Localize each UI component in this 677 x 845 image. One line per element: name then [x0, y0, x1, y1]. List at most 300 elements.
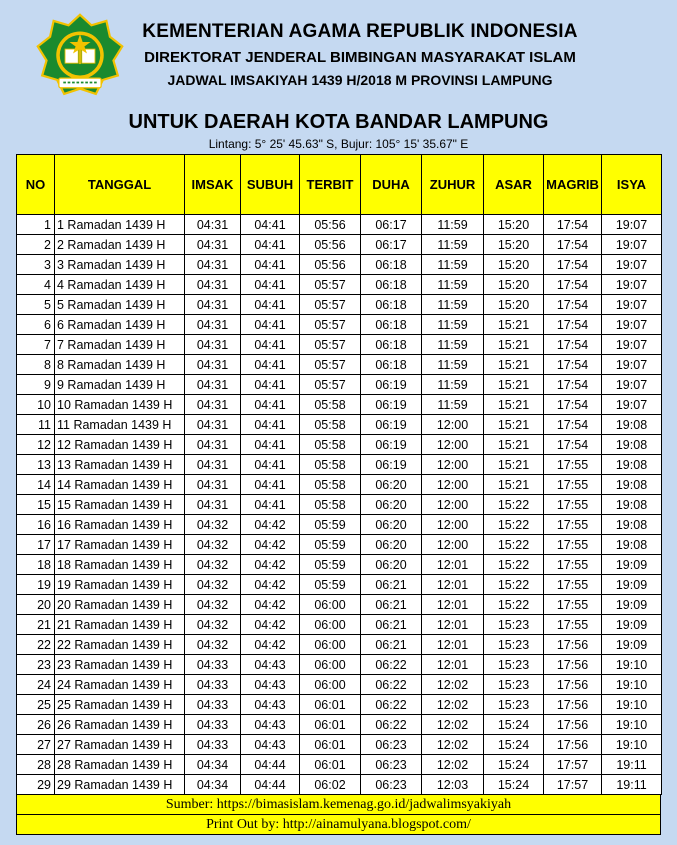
cell-magrib: 17:55: [544, 595, 602, 615]
cell-tanggal: 26 Ramadan 1439 H: [55, 715, 185, 735]
cell-no: 15: [17, 495, 55, 515]
cell-zuhur: 12:01: [422, 575, 484, 595]
cell-duha: 06:21: [361, 595, 422, 615]
cell-tanggal: 4 Ramadan 1439 H: [55, 275, 185, 295]
cell-tanggal: 25 Ramadan 1439 H: [55, 695, 185, 715]
cell-asar: 15:24: [484, 755, 544, 775]
cell-terbit: 06:01: [300, 695, 361, 715]
cell-duha: 06:20: [361, 535, 422, 555]
cell-asar: 15:22: [484, 575, 544, 595]
cell-asar: 15:21: [484, 395, 544, 415]
cell-duha: 06:21: [361, 615, 422, 635]
cell-magrib: 17:55: [544, 475, 602, 495]
cell-no: 22: [17, 635, 55, 655]
cell-no: 5: [17, 295, 55, 315]
cell-zuhur: 12:00: [422, 455, 484, 475]
cell-terbit: 06:00: [300, 655, 361, 675]
cell-isya: 19:10: [602, 735, 662, 755]
cell-duha: 06:21: [361, 575, 422, 595]
cell-subuh: 04:41: [241, 475, 300, 495]
cell-zuhur: 12:02: [422, 675, 484, 695]
table-row: [17, 375, 662, 395]
cell-tanggal: 19 Ramadan 1439 H: [55, 575, 185, 595]
cell-terbit: 05:58: [300, 495, 361, 515]
cell-imsak: 04:32: [185, 575, 241, 595]
cell-duha: 06:19: [361, 375, 422, 395]
cell-magrib: 17:55: [544, 615, 602, 635]
cell-magrib: 17:54: [544, 395, 602, 415]
cell-duha: 06:23: [361, 735, 422, 755]
cell-duha: 06:20: [361, 475, 422, 495]
cell-imsak: 04:31: [185, 435, 241, 455]
cell-isya: 19:07: [602, 275, 662, 295]
table-row: [17, 595, 662, 615]
cell-duha: 06:18: [361, 355, 422, 375]
table-row: [17, 395, 662, 415]
cell-zuhur: 11:59: [422, 215, 484, 235]
cell-duha: 06:22: [361, 695, 422, 715]
cell-magrib: 17:54: [544, 335, 602, 355]
table-row: [17, 755, 662, 775]
cell-no: 20: [17, 595, 55, 615]
cell-magrib: 17:54: [544, 255, 602, 275]
cell-asar: 15:21: [484, 375, 544, 395]
cell-magrib: 17:56: [544, 735, 602, 755]
cell-no: 3: [17, 255, 55, 275]
cell-zuhur: 11:59: [422, 375, 484, 395]
cell-imsak: 04:32: [185, 615, 241, 635]
cell-tanggal: 14 Ramadan 1439 H: [55, 475, 185, 495]
cell-tanggal: 8 Ramadan 1439 H: [55, 355, 185, 375]
table-row: [17, 635, 662, 655]
cell-asar: 15:21: [484, 355, 544, 375]
cell-terbit: 06:00: [300, 635, 361, 655]
table-row: [17, 575, 662, 595]
cell-isya: 19:09: [602, 575, 662, 595]
cell-terbit: 05:56: [300, 235, 361, 255]
cell-no: 6: [17, 315, 55, 335]
table-row: [17, 355, 662, 375]
cell-subuh: 04:43: [241, 715, 300, 735]
cell-imsak: 04:34: [185, 755, 241, 775]
printout-footer: Print Out by: http://ainamulyana.blogspot.com/: [16, 814, 661, 835]
cell-asar: 15:21: [484, 435, 544, 455]
cell-tanggal: 21 Ramadan 1439 H: [55, 615, 185, 635]
cell-asar: 15:20: [484, 275, 544, 295]
cell-no: 18: [17, 555, 55, 575]
cell-terbit: 05:59: [300, 515, 361, 535]
cell-isya: 19:08: [602, 415, 662, 435]
cell-subuh: 04:42: [241, 595, 300, 615]
cell-magrib: 17:55: [544, 555, 602, 575]
cell-asar: 15:23: [484, 615, 544, 635]
cell-imsak: 04:31: [185, 395, 241, 415]
cell-zuhur: 12:03: [422, 775, 484, 795]
cell-imsak: 04:33: [185, 735, 241, 755]
cell-no: 21: [17, 615, 55, 635]
cell-terbit: 05:57: [300, 315, 361, 335]
cell-no: 23: [17, 655, 55, 675]
cell-asar: 15:20: [484, 255, 544, 275]
cell-zuhur: 11:59: [422, 355, 484, 375]
cell-no: 7: [17, 335, 55, 355]
cell-imsak: 04:31: [185, 315, 241, 335]
column-header-duha: DUHA: [361, 155, 422, 215]
cell-zuhur: 11:59: [422, 295, 484, 315]
column-header-asar: ASAR: [484, 155, 544, 215]
cell-duha: 06:22: [361, 675, 422, 695]
table-row: [17, 415, 662, 435]
cell-duha: 06:18: [361, 335, 422, 355]
cell-no: 25: [17, 695, 55, 715]
cell-terbit: 05:59: [300, 555, 361, 575]
cell-tanggal: 15 Ramadan 1439 H: [55, 495, 185, 515]
column-header-subuh: SUBUH: [241, 155, 300, 215]
cell-imsak: 04:32: [185, 635, 241, 655]
cell-zuhur: 12:02: [422, 755, 484, 775]
cell-magrib: 17:56: [544, 715, 602, 735]
cell-tanggal: 29 Ramadan 1439 H: [55, 775, 185, 795]
cell-asar: 15:22: [484, 535, 544, 555]
cell-no: 4: [17, 275, 55, 295]
cell-subuh: 04:42: [241, 635, 300, 655]
cell-subuh: 04:41: [241, 215, 300, 235]
cell-terbit: 05:56: [300, 255, 361, 275]
cell-terbit: 05:58: [300, 435, 361, 455]
table-row: [17, 515, 662, 535]
cell-isya: 19:07: [602, 235, 662, 255]
column-header-zuhur: ZUHUR: [422, 155, 484, 215]
cell-tanggal: 27 Ramadan 1439 H: [55, 735, 185, 755]
table-body: [17, 215, 662, 795]
cell-zuhur: 12:01: [422, 615, 484, 635]
cell-subuh: 04:41: [241, 455, 300, 475]
cell-zuhur: 12:00: [422, 515, 484, 535]
cell-terbit: 05:58: [300, 475, 361, 495]
table-row: [17, 535, 662, 555]
cell-no: 26: [17, 715, 55, 735]
cell-terbit: 06:00: [300, 615, 361, 635]
cell-zuhur: 12:01: [422, 595, 484, 615]
cell-isya: 19:09: [602, 615, 662, 635]
cell-zuhur: 12:02: [422, 695, 484, 715]
cell-duha: 06:20: [361, 515, 422, 535]
cell-imsak: 04:33: [185, 655, 241, 675]
cell-zuhur: 12:02: [422, 715, 484, 735]
cell-imsak: 04:33: [185, 675, 241, 695]
source-footer: Sumber: https://bimasislam.kemenag.go.id/jadwalimsyakiyah: [16, 794, 661, 815]
cell-duha: 06:18: [361, 295, 422, 315]
cell-asar: 15:22: [484, 515, 544, 535]
cell-zuhur: 12:00: [422, 535, 484, 555]
cell-tanggal: 17 Ramadan 1439 H: [55, 535, 185, 555]
table-row: [17, 695, 662, 715]
cell-imsak: 04:31: [185, 295, 241, 315]
cell-subuh: 04:41: [241, 315, 300, 335]
cell-subuh: 04:43: [241, 655, 300, 675]
cell-tanggal: 22 Ramadan 1439 H: [55, 635, 185, 655]
cell-isya: 19:08: [602, 495, 662, 515]
cell-imsak: 04:31: [185, 475, 241, 495]
cell-tanggal: 10 Ramadan 1439 H: [55, 395, 185, 415]
cell-magrib: 17:54: [544, 435, 602, 455]
cell-imsak: 04:32: [185, 555, 241, 575]
cell-imsak: 04:34: [185, 775, 241, 795]
cell-zuhur: 12:00: [422, 495, 484, 515]
cell-subuh: 04:41: [241, 395, 300, 415]
cell-subuh: 04:44: [241, 755, 300, 775]
cell-zuhur: 11:59: [422, 275, 484, 295]
cell-magrib: 17:56: [544, 675, 602, 695]
table-row: [17, 235, 662, 255]
cell-terbit: 05:59: [300, 575, 361, 595]
cell-isya: 19:08: [602, 515, 662, 535]
cell-isya: 19:11: [602, 775, 662, 795]
table-row: [17, 655, 662, 675]
cell-tanggal: 18 Ramadan 1439 H: [55, 555, 185, 575]
cell-terbit: 06:02: [300, 775, 361, 795]
table-row: [17, 255, 662, 275]
cell-tanggal: 12 Ramadan 1439 H: [55, 435, 185, 455]
cell-duha: 06:18: [361, 275, 422, 295]
cell-tanggal: 24 Ramadan 1439 H: [55, 675, 185, 695]
cell-subuh: 04:42: [241, 555, 300, 575]
cell-asar: 15:23: [484, 675, 544, 695]
cell-asar: 15:20: [484, 215, 544, 235]
cell-duha: 06:19: [361, 435, 422, 455]
cell-no: 16: [17, 515, 55, 535]
cell-subuh: 04:42: [241, 535, 300, 555]
imsakiyah-table: [16, 154, 662, 795]
cell-tanggal: 5 Ramadan 1439 H: [55, 295, 185, 315]
cell-asar: 15:24: [484, 715, 544, 735]
cell-zuhur: 11:59: [422, 315, 484, 335]
cell-terbit: 05:59: [300, 535, 361, 555]
cell-imsak: 04:32: [185, 595, 241, 615]
cell-terbit: 05:57: [300, 375, 361, 395]
cell-no: 13: [17, 455, 55, 475]
cell-no: 28: [17, 755, 55, 775]
cell-asar: 15:22: [484, 555, 544, 575]
column-header-no: NO: [17, 155, 55, 215]
cell-isya: 19:07: [602, 255, 662, 275]
cell-no: 2: [17, 235, 55, 255]
cell-imsak: 04:31: [185, 415, 241, 435]
cell-subuh: 04:41: [241, 255, 300, 275]
cell-tanggal: 23 Ramadan 1439 H: [55, 655, 185, 675]
kementerian-agama-logo-icon: [36, 13, 124, 101]
table-row: [17, 715, 662, 735]
cell-asar: 15:20: [484, 235, 544, 255]
cell-zuhur: 12:00: [422, 435, 484, 455]
cell-magrib: 17:54: [544, 235, 602, 255]
cell-magrib: 17:55: [544, 575, 602, 595]
cell-subuh: 04:41: [241, 355, 300, 375]
cell-magrib: 17:56: [544, 655, 602, 675]
table-row: [17, 675, 662, 695]
cell-subuh: 04:42: [241, 575, 300, 595]
cell-subuh: 04:43: [241, 735, 300, 755]
cell-duha: 06:23: [361, 775, 422, 795]
cell-asar: 15:21: [484, 475, 544, 495]
cell-tanggal: 3 Ramadan 1439 H: [55, 255, 185, 275]
cell-tanggal: 1 Ramadan 1439 H: [55, 215, 185, 235]
cell-imsak: 04:32: [185, 515, 241, 535]
cell-isya: 19:08: [602, 435, 662, 455]
cell-isya: 19:09: [602, 555, 662, 575]
cell-terbit: 05:58: [300, 395, 361, 415]
cell-isya: 19:07: [602, 335, 662, 355]
cell-tanggal: 11 Ramadan 1439 H: [55, 415, 185, 435]
cell-duha: 06:19: [361, 455, 422, 475]
cell-imsak: 04:31: [185, 335, 241, 355]
cell-magrib: 17:54: [544, 275, 602, 295]
cell-magrib: 17:57: [544, 775, 602, 795]
cell-isya: 19:11: [602, 755, 662, 775]
cell-isya: 19:08: [602, 475, 662, 495]
column-header-isya: ISYA: [602, 155, 662, 215]
cell-no: 11: [17, 415, 55, 435]
region-heading: UNTUK DAERAH KOTA BANDAR LAMPUNG: [128, 111, 549, 133]
cell-duha: 06:21: [361, 635, 422, 655]
cell-subuh: 04:42: [241, 615, 300, 635]
cell-tanggal: 28 Ramadan 1439 H: [55, 755, 185, 775]
cell-imsak: 04:31: [185, 235, 241, 255]
cell-isya: 19:10: [602, 715, 662, 735]
cell-no: 14: [17, 475, 55, 495]
cell-zuhur: 11:59: [422, 235, 484, 255]
cell-asar: 15:24: [484, 775, 544, 795]
cell-terbit: 05:58: [300, 415, 361, 435]
cell-imsak: 04:31: [185, 355, 241, 375]
cell-no: 17: [17, 535, 55, 555]
cell-zuhur: 12:00: [422, 475, 484, 495]
cell-no: 27: [17, 735, 55, 755]
table-row: [17, 615, 662, 635]
table-row: [17, 275, 662, 295]
cell-imsak: 04:31: [185, 455, 241, 475]
schedule-title: JADWAL IMSAKIYAH 1439 H/2018 M PROVINSI LAMPUNG: [167, 72, 553, 88]
cell-no: 9: [17, 375, 55, 395]
table-row: [17, 295, 662, 315]
cell-terbit: 05:57: [300, 355, 361, 375]
cell-subuh: 04:41: [241, 435, 300, 455]
cell-tanggal: 9 Ramadan 1439 H: [55, 375, 185, 395]
cell-asar: 15:20: [484, 295, 544, 315]
cell-terbit: 06:00: [300, 675, 361, 695]
cell-magrib: 17:56: [544, 635, 602, 655]
cell-subuh: 04:41: [241, 275, 300, 295]
cell-tanggal: 2 Ramadan 1439 H: [55, 235, 185, 255]
cell-zuhur: 12:02: [422, 735, 484, 755]
cell-subuh: 04:44: [241, 775, 300, 795]
cell-magrib: 17:54: [544, 415, 602, 435]
cell-imsak: 04:33: [185, 715, 241, 735]
cell-isya: 19:07: [602, 215, 662, 235]
cell-duha: 06:22: [361, 655, 422, 675]
cell-subuh: 04:41: [241, 335, 300, 355]
cell-duha: 06:19: [361, 415, 422, 435]
cell-isya: 19:09: [602, 595, 662, 615]
cell-isya: 19:07: [602, 315, 662, 335]
cell-asar: 15:23: [484, 635, 544, 655]
cell-magrib: 17:55: [544, 495, 602, 515]
cell-asar: 15:22: [484, 595, 544, 615]
cell-duha: 06:17: [361, 235, 422, 255]
cell-imsak: 04:31: [185, 215, 241, 235]
cell-no: 10: [17, 395, 55, 415]
cell-zuhur: 12:01: [422, 635, 484, 655]
cell-asar: 15:21: [484, 415, 544, 435]
cell-duha: 06:19: [361, 395, 422, 415]
directorate-heading: DIREKTORAT JENDERAL BIMBINGAN MASYARAKAT ISLAM: [144, 49, 576, 66]
cell-duha: 06:18: [361, 315, 422, 335]
cell-imsak: 04:32: [185, 535, 241, 555]
cell-zuhur: 12:00: [422, 415, 484, 435]
cell-no: 8: [17, 355, 55, 375]
cell-duha: 06:22: [361, 715, 422, 735]
cell-duha: 06:18: [361, 255, 422, 275]
cell-magrib: 17:54: [544, 355, 602, 375]
cell-subuh: 04:43: [241, 675, 300, 695]
cell-duha: 06:17: [361, 215, 422, 235]
cell-subuh: 04:41: [241, 495, 300, 515]
cell-magrib: 17:54: [544, 215, 602, 235]
cell-terbit: 05:57: [300, 335, 361, 355]
cell-imsak: 04:31: [185, 375, 241, 395]
cell-no: 24: [17, 675, 55, 695]
cell-isya: 19:10: [602, 655, 662, 675]
cell-magrib: 17:55: [544, 455, 602, 475]
column-header-tanggal: TANGGAL: [55, 155, 185, 215]
cell-subuh: 04:41: [241, 295, 300, 315]
table-row: [17, 555, 662, 575]
cell-tanggal: 16 Ramadan 1439 H: [55, 515, 185, 535]
cell-terbit: 05:58: [300, 455, 361, 475]
table-row: [17, 735, 662, 755]
cell-zuhur: 11:59: [422, 335, 484, 355]
cell-duha: 06:23: [361, 755, 422, 775]
cell-subuh: 04:41: [241, 235, 300, 255]
cell-magrib: 17:54: [544, 315, 602, 335]
cell-no: 19: [17, 575, 55, 595]
table-row: [17, 335, 662, 355]
cell-isya: 19:08: [602, 455, 662, 475]
cell-magrib: 17:55: [544, 535, 602, 555]
cell-tanggal: 20 Ramadan 1439 H: [55, 595, 185, 615]
cell-imsak: 04:31: [185, 495, 241, 515]
ministry-heading: KEMENTERIAN AGAMA REPUBLIK INDONESIA: [142, 21, 578, 42]
cell-zuhur: 11:59: [422, 255, 484, 275]
cell-asar: 15:24: [484, 735, 544, 755]
cell-isya: 19:07: [602, 395, 662, 415]
table-header-row: [17, 155, 662, 215]
cell-magrib: 17:54: [544, 295, 602, 315]
cell-no: 1: [17, 215, 55, 235]
cell-asar: 15:21: [484, 335, 544, 355]
cell-tanggal: 6 Ramadan 1439 H: [55, 315, 185, 335]
cell-terbit: 06:01: [300, 715, 361, 735]
cell-magrib: 17:57: [544, 755, 602, 775]
cell-zuhur: 12:01: [422, 655, 484, 675]
table-row: [17, 315, 662, 335]
cell-subuh: 04:41: [241, 415, 300, 435]
table-row: [17, 495, 662, 515]
cell-isya: 19:10: [602, 695, 662, 715]
cell-terbit: 05:57: [300, 295, 361, 315]
cell-isya: 19:07: [602, 295, 662, 315]
cell-tanggal: 13 Ramadan 1439 H: [55, 455, 185, 475]
